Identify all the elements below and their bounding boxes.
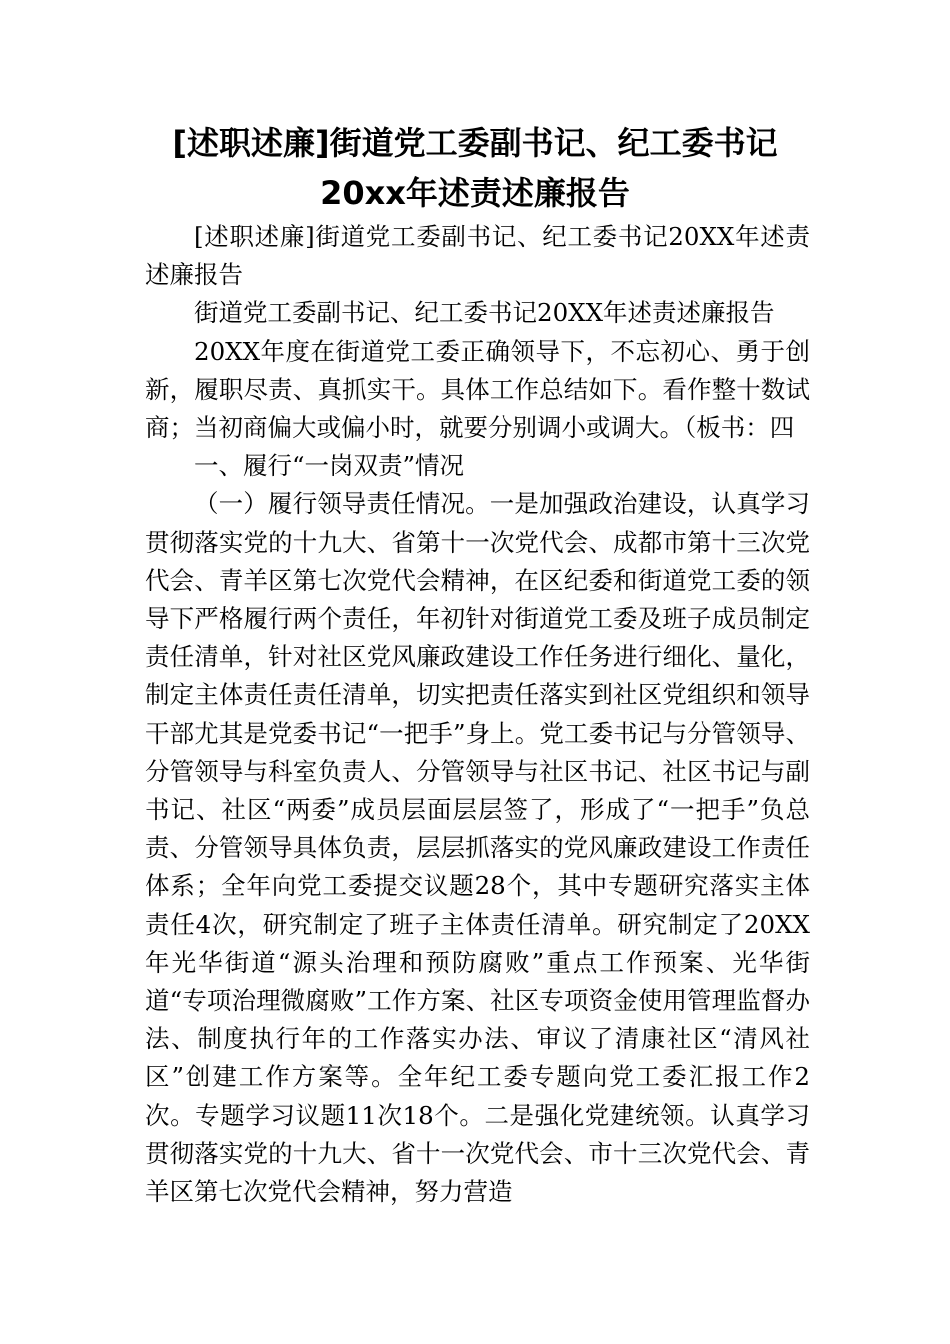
document-title-line-1: [述职述廉]街道党工委副书记、纪工委书记: [172, 124, 778, 162]
paragraph-leadership-duty: （一）履行领导责任情况。一是加强政治建设，认真学习贯彻落实党的十九大、省第十一次党代会、成都市第十三次党代会、青羊区第七次党代会精神，在区纪委和街道党工委的领导下严格履行两个责任，年初针对街道党工委及班子成员制定责任清单，针对社区党风廉政建设工作任务进行细化、量化，制定主体责任责任清单，切实把责任落实到社区党组织和领导干部尤其是党委书记“一把手”身上。党工委书记与分管领导、分管领导与科室负责人、分管领导与社区书记、社区书记与副书记、社区“两委”成员层面层层签了，形成了“一把手”负总责、分管领导具体负责，层层抓落实的党风廉政建设工作责任体系；全年向党工委提交议题28个，其中专题研究落实主体责任4次，研究制定了班子主体责任清单。研究制定了20XX年光华街道“源头治理和预防腐败”重点工作预案、光华街道“专项治理微腐败”工作方案、社区专项资金使用管理监督办法、制度执行年的工作落实办法、审议了清康社区“清风社区”创建工作方案等。全年纪工委专题向党工委汇报工作2次。专题学习议题11次18个。二是强化党建统领。认真学习贯彻落实党的十九大、省十一次党代会、市十三次党代会、青羊区第七次党代会精神，努力营造: [145, 489, 810, 1207]
paragraph-heading-repeat: [述职述廉]街道党工委副书记、纪工委书记20XX年述责述廉报告: [145, 222, 810, 290]
paragraph-intro: 20XX年度在街道党工委正确领导下，不忘初心、勇于创新，履职尽责、真抓实干。具体工作总结如下。看作整十数试商；当初商偏大或偏小时，就要分别调小或调大。（板书：四: [145, 336, 810, 443]
paragraph-subtitle: 街道党工委副书记、纪工委书记20XX年述责述廉报告: [194, 298, 775, 328]
document-body: [145, 218, 810, 1211]
document-title-line-2: 20xx年述责述廉报告: [320, 174, 630, 212]
section-heading-1: 一、履行“一岗双责”情况: [194, 451, 465, 481]
